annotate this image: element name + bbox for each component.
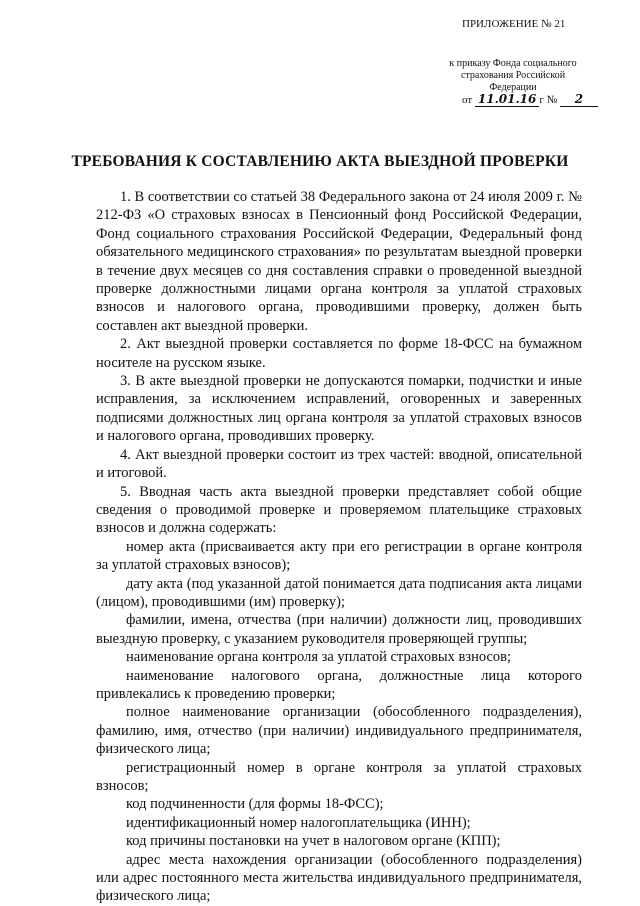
- list-item: регистрационный номер в органе контроля за уплатой страховых взносов;: [96, 759, 582, 794]
- list-item: адрес места нахождения организации (обособленного подразделения) или адрес постоянного места жительства индивидуального предпринимателя, физического лица;: [96, 851, 582, 905]
- list-item: фамилии, имена, отчества (при наличии) должности лиц, проводивших выездную проверку, с указанием руководителя проверяющей группы;: [96, 612, 582, 647]
- document-title: ТРЕБОВАНИЯ К СОСТАВЛЕНИЮ АКТА ВЫЕЗДНОЙ ПРОВЕРКИ: [71, 153, 569, 170]
- date-prefix: от: [462, 94, 473, 106]
- list-item: номер акта (присваивается акту при его регистрации в органе контроля за уплатой страховых взносов);: [96, 538, 582, 574]
- order-reference: [433, 58, 593, 94]
- list-item: полное наименование организации (обособленного подразделения), фамилию, имя, отчество (при наличии) индивидуального предпринимателя, физического лица;: [96, 704, 582, 758]
- order-date-line: [462, 92, 598, 107]
- paragraph: 1. В соответствии со статьей 38 Федерального закона от 24 июля 2009 г. № 212-ФЗ «О страховых взносах в Пенсионный фонд Российской Федерации, Фонд социального страхования Российской Федерации, Федеральный фонд обязательного медицинского страхования» по результатам выездной проверки в течение двух месяцев со дня составления справки о проведенной выездной проверке должностными лицами органа контроля за уплатой страховых взносов и налогового органа, проводившими проверку, должен быть составлен акт выездной проверки.: [96, 189, 582, 334]
- list-item: наименование налогового органа, должностные лица которого привлекались к проведению проверки;: [96, 667, 582, 702]
- handwritten-date: 11.01.16: [475, 92, 539, 107]
- list-item: код подчиненности (для формы 18-ФСС);: [126, 796, 384, 813]
- paragraph: 4. Акт выездной проверки состоит из трех частей: вводной, описательной и итоговой.: [96, 446, 582, 482]
- document-body: [96, 188, 582, 906]
- paragraph: 3. В акте выездной проверки не допускаются помарки, подчистки и иные исправления, за исключением исправлений, оговоренных и заверенных подписями должностных лиц органа контроля за уплатой страховых взносов и налогового органа, проводивших проверку.: [96, 373, 582, 445]
- order-line: страхования Российской: [460, 70, 566, 81]
- order-line: к приказу Фонда социального: [449, 58, 577, 69]
- order-line: Федерации: [489, 82, 537, 93]
- paragraph: 2. Акт выездной проверки составляется по форме 18-ФСС на бумажном носителе на русском языке.: [96, 336, 582, 371]
- list-item: код причины постановки на учет в налоговом органе (КПП);: [126, 833, 501, 850]
- paragraph: 5. Вводная часть акта выездной проверки представляет собой общие сведения о проводимой проверке и проверяемом плательщике страховых взносов и должна содержать:: [96, 483, 582, 537]
- handwritten-number: 2: [560, 92, 598, 107]
- list-item: дату акта (под указанной датой понимается дата подписания акта лицами (лицом), проводившими (им) проверку);: [96, 575, 582, 610]
- appendix-label: ПРИЛОЖЕНИЕ № 21: [462, 18, 566, 30]
- list-item: идентификационный номер налогоплательщика (ИНН);: [126, 814, 471, 831]
- number-prefix: г №: [539, 94, 558, 106]
- list-item: наименование органа контроля за уплатой страховых взносов;: [126, 649, 512, 666]
